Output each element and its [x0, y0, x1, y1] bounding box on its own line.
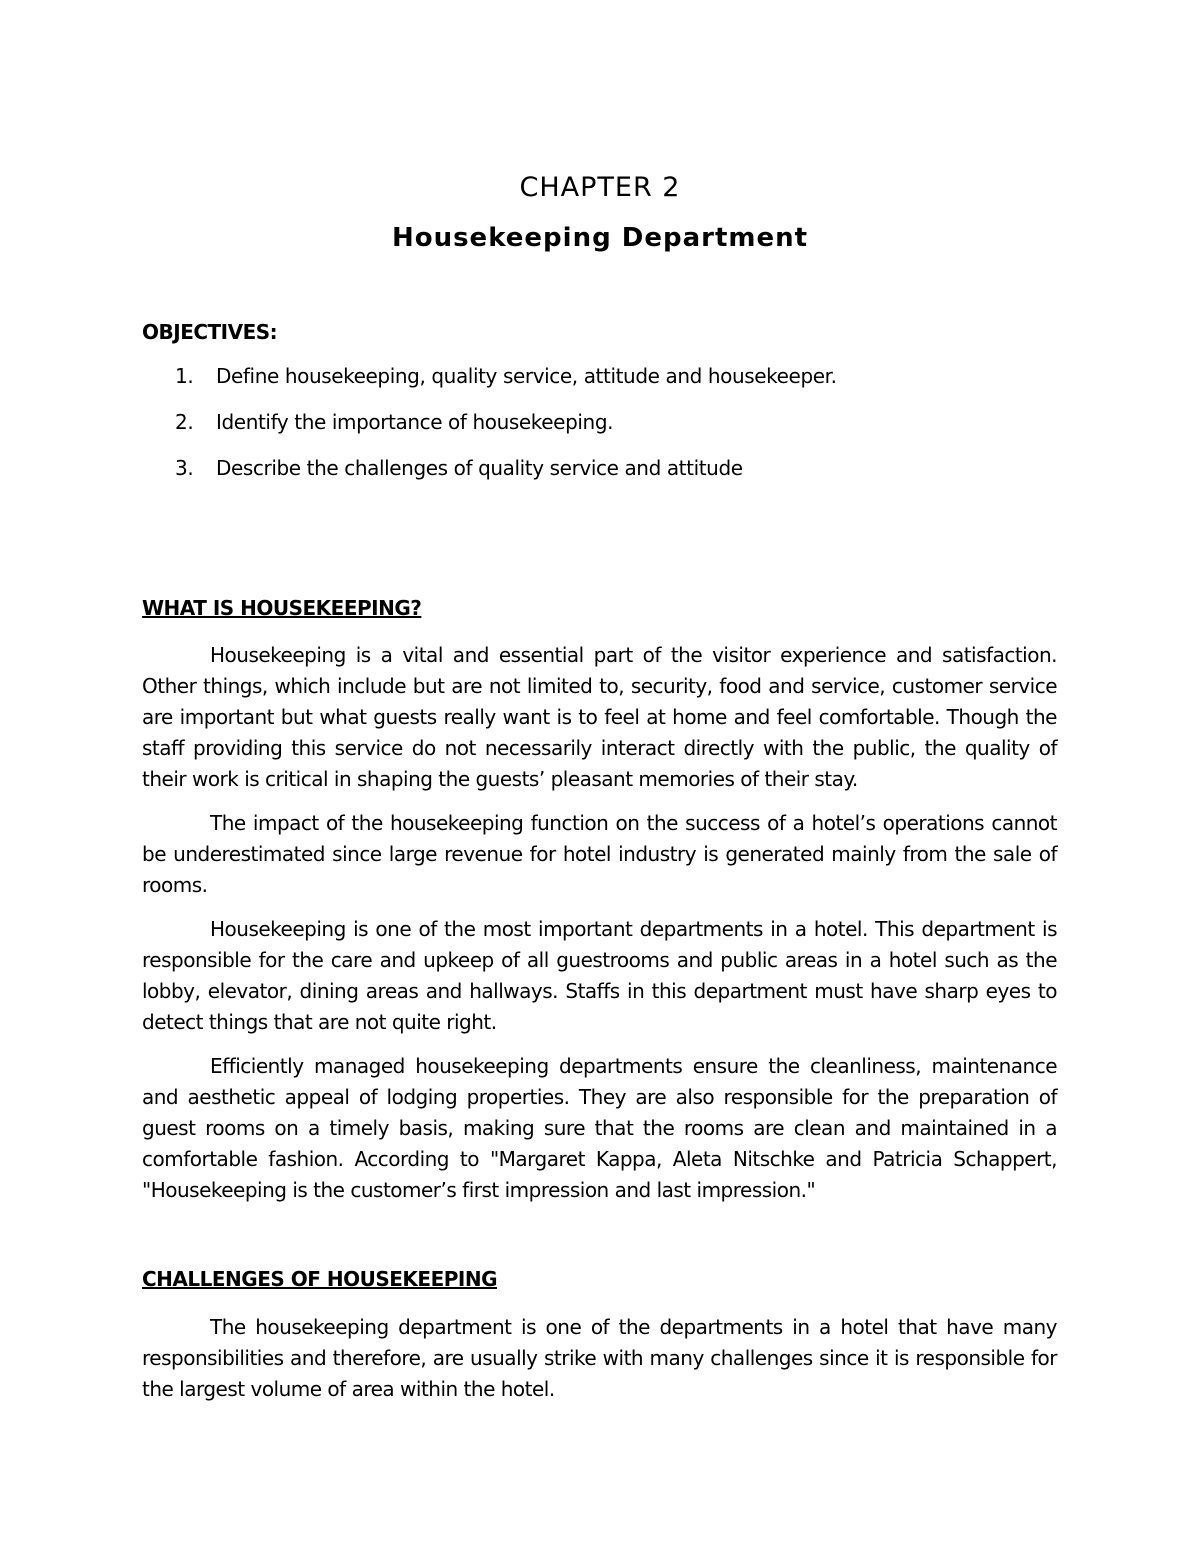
- paragraph: The impact of the housekeeping function on the success of a hotel’s operations cannot be underestimated since large revenue for hotel industry is generated mainly from the sale of rooms.: [142, 811, 1057, 897]
- objectives-list: [142, 364, 1062, 502]
- paragraph: Efficiently managed housekeeping departments ensure the cleanliness, maintenance and aesthetic appeal of lodging properties. They are also responsible for the preparation of guest rooms on a timely basis, making sure that the rooms are clean and maintained in a comfortable fashion. According to "Margaret Kappa, Aleta Nitschke and Patricia Schappert, "Housekeeping is the customer’s first impression and last impression.": [142, 1054, 1057, 1202]
- list-item-number: 1.: [175, 364, 194, 388]
- paragraph: Housekeeping is a vital and essential part of the visitor experience and satisfaction. Other things, which include but are not limited to, security, food and service, customer service are important but what guests really want is to feel at home and feel comfortable. Though the staff providing this service do not necessarily interact directly with the public, the quality of their work is critical in shaping the guests’ pleasant memories of their stay.: [142, 643, 1057, 791]
- paragraph: The housekeeping department is one of the departments in a hotel that have many responsibilities and therefore, are usually strike with many challenges since it is responsible for the largest volume of area within the hotel.: [142, 1315, 1057, 1401]
- list-item-number: 2.: [175, 410, 194, 434]
- section-heading-what-is-housekeeping: WHAT IS HOUSEKEEPING?: [142, 596, 422, 620]
- section-heading-challenges: CHALLENGES OF HOUSEKEEPING: [142, 1267, 497, 1291]
- list-item: [142, 456, 1062, 502]
- list-item: [142, 410, 1062, 456]
- objectives-label: OBJECTIVES:: [142, 320, 278, 344]
- paragraph: Housekeeping is one of the most important departments in a hotel. This department is responsible for the care and upkeep of all guestrooms and public areas in a hotel such as the lobby, elevator, dining areas and hallways. Staffs in this department must have sharp eyes to detect things that are not quite right.: [142, 917, 1057, 1034]
- chapter-number: CHAPTER 2: [519, 172, 681, 203]
- list-item: [142, 364, 1062, 410]
- list-item-text: Identify the importance of housekeeping.: [216, 410, 614, 434]
- list-item-text: Describe the challenges of quality service and attitude: [216, 456, 743, 480]
- chapter-title: Housekeeping Department: [391, 223, 809, 253]
- list-item-text: Define housekeeping, quality service, attitude and housekeeper.: [216, 364, 837, 388]
- list-item-number: 3.: [175, 456, 194, 480]
